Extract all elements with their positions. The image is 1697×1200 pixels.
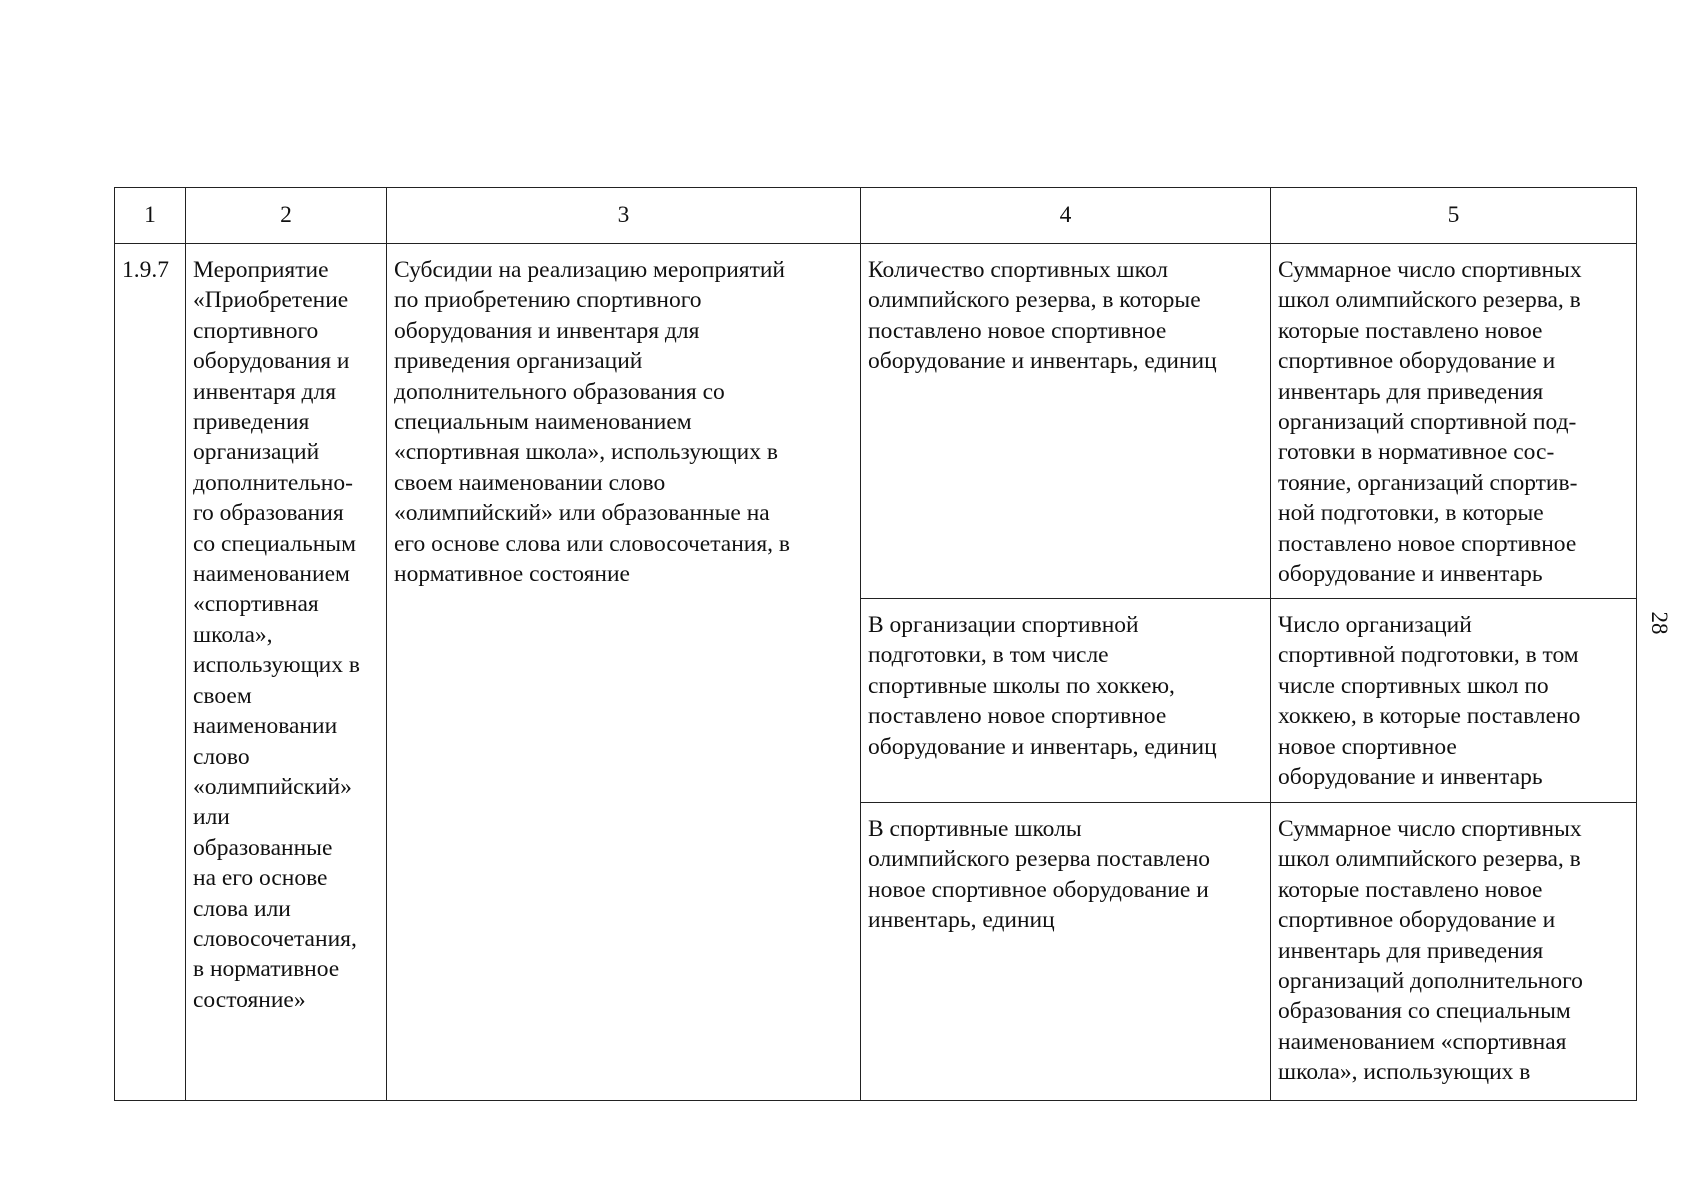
row-number: 1.9.7 xyxy=(122,257,169,283)
indicators-table xyxy=(114,187,1637,1101)
indicator-name-cell xyxy=(861,244,1271,599)
indicator-name: В организации спортивной подготовки, в том числе спортивные школы по хоккею, поставлено новое спортивное оборудование и инвентарь, единиц xyxy=(868,612,1217,760)
indicator-method: Число организаций спортивной подготовки, в том числе спортивных школ по хоккею, в которые поставлено новое спортивное оборудование и инвентарь xyxy=(1278,612,1581,791)
header-col-4: 4 xyxy=(861,188,1271,244)
header-col-5: 5 xyxy=(1271,188,1637,244)
indicator-name-cell xyxy=(861,599,1271,803)
indicator-method-cell xyxy=(1271,599,1637,803)
event-name: Мероприятие «Приобретение спортивного оборудования и инвентаря для приведения организаций дополнительно- го образования со специальным наименованием «спортивная школа», использующих в своем наименовании слово «олимпийский» или образованные на его основе слова или словосочетания, в нормативное состояние» xyxy=(193,257,360,1013)
indicator-name: В спортивные школы олимпийского резерва поставлено новое спортивное оборудование и инвентарь, единиц xyxy=(868,816,1211,934)
table-row xyxy=(115,244,1637,599)
subsidy-cell xyxy=(387,244,861,1101)
header-col-1: 1 xyxy=(115,188,186,244)
row-number-cell xyxy=(115,244,186,1101)
event-cell xyxy=(186,244,387,1101)
header-col-3: 3 xyxy=(387,188,861,244)
indicator-name: Количество спортивных школ олимпийского резерва, в которые поставлено новое спортивное оборудование и инвентарь, единиц xyxy=(868,257,1217,375)
header-row xyxy=(115,188,1637,244)
indicator-method-cell xyxy=(1271,803,1637,1101)
header-col-2: 2 xyxy=(186,188,387,244)
indicator-method: Суммарное число спортивных школ олимпийского резерва, в которые поставлено новое спортивное оборудование и инвентарь для приведения организаций спортивной под- готовки в нормативное сос- тояние, организаций спортив- ной подготовки, в которые поставлено новое спортивное оборудование и инвентарь xyxy=(1278,257,1582,588)
indicator-method-cell xyxy=(1271,244,1637,599)
indicator-name-cell xyxy=(861,803,1271,1101)
indicator-method: Суммарное число спортивных школ олимпийского резерва, в которые поставлено новое спортивное оборудование и инвентарь для приведения организаций дополнительного образования со специальным наименованием «спортивная школа», использующих в xyxy=(1278,816,1583,1086)
subsidy-description: Субсидии на реализацию мероприятий по приобретению спортивного оборудования и инвентаря для приведения организаций дополнительного образования со специальным наименованием «спортивная школа», использующих в своем наименовании слово «олимпийский» или образованные на его основе слова или словосочетания, в нормативное состояние xyxy=(394,257,791,588)
page-number: 28 xyxy=(1647,611,1672,635)
